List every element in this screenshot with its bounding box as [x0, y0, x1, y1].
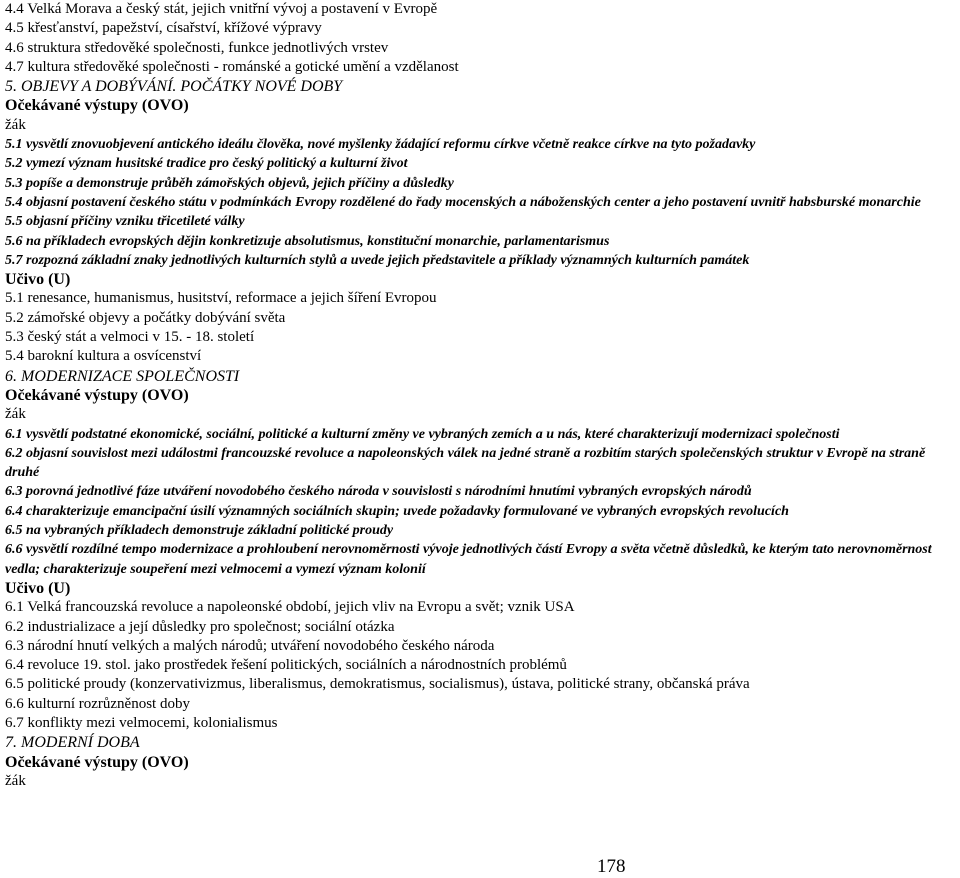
curriculum-item: 5.3 český stát a velmoci v 15. - 18. století [5, 329, 255, 346]
curriculum-item: 5.1 renesance, humanismus, husitství, reformace a jejich šíření Evropou [5, 290, 437, 307]
page-number: 178 [597, 856, 626, 877]
curriculum-item: 5.2 zámořské objevy a počátky dobývání světa [5, 309, 286, 326]
outcome-item: 5.4 objasní postavení českého státu v podmínkách Evropy rozdělené do řady mocenských a náboženských center a jeho postavení uvnitř habsburské monarchie [5, 194, 921, 210]
section-heading: 7. MODERNÍ DOBA [5, 734, 140, 752]
curriculum-line: 4.5 křesťanství, papežství, císařství, křížové výpravy [5, 20, 322, 37]
outcome-item: 6.6 vysvětlí rozdílné tempo modernizace a prohloubení nerovnoměrnosti vývoje jednotlivých částí Evropy a světa včetně důsledků, ke kterým tato nerovnoměrnost vedla; charakterizuje soupeření mezi velmocemi a vymezí význam kolonií [5, 542, 932, 577]
outcome-item: 5.6 na příkladech evropských dějin konkretizuje absolutismus, konstituční monarchie, parlamentarismus [5, 233, 610, 249]
outcome-item: 5.7 rozpozná základní znaky jednotlivých kulturních stylů a uvede jejich představitele a příklady významných kulturních památek [5, 252, 750, 268]
outcome-item: 6.1 vysvětlí podstatné ekonomické, sociální, politické a kulturní změny ve vybraných zemích a u nás, které charakterizují modernizaci společnosti [5, 426, 840, 442]
document-body [5, 0, 955, 791]
student-label: žák [5, 772, 26, 789]
curriculum-line: 4.6 struktura středověké společnosti, funkce jednotlivých vrstev [5, 39, 389, 56]
expected-outcomes-label: Očekávané výstupy (OVO) [5, 386, 189, 404]
curriculum-item: 6.4 revoluce 19. stol. jako prostředek řešení politických, sociálních a národnostních problémů [5, 657, 567, 674]
outcome-item: 5.2 vymezí význam husitské tradice pro český politický a kulturní život [5, 156, 408, 172]
outcome-item: 6.2 objasní souvislost mezi událostmi francouzské revoluce a napoleonských válek na jedné straně a rozbitím starých společenských struktur v Evropě na straně druhé [5, 445, 926, 481]
curriculum-label: Učivo (U) [5, 271, 71, 289]
curriculum-item: 6.3 národní hnutí velkých a malých národů; utváření novodobého českého národa [5, 637, 495, 654]
curriculum-line: 4.7 kultura středověké společnosti - románské a gotické umění a vzdělanost [5, 58, 459, 75]
curriculum-item: 6.6 kulturní rozrůzněnost doby [5, 695, 190, 712]
outcome-item: 6.5 na vybraných příkladech demonstruje základní politické proudy [5, 523, 394, 539]
section-heading: 6. MODERNIZACE SPOLEČNOSTI [5, 367, 240, 385]
curriculum-item: 6.2 industrializace a její důsledky pro společnost; sociální otázka [5, 618, 395, 635]
outcome-item: 6.3 porovná jednotlivé fáze utváření novodobého českého národa v souvislosti s národními hnutími vybraných evropských národů [5, 484, 752, 500]
expected-outcomes-label: Očekávané výstupy (OVO) [5, 97, 189, 115]
curriculum-line: 4.4 Velká Morava a český stát, jejich vnitřní vývoj a postavení v Evropě [5, 1, 438, 17]
curriculum-item: 5.4 barokní kultura a osvícenství [5, 348, 202, 365]
outcome-item: 6.4 charakterizuje emancipační úsilí významných sociálních skupin; uvede požadavky formulované ve vybraných evropských revolucích [5, 503, 789, 519]
curriculum-item: 6.5 politické proudy (konzervativizmus, liberalismus, demokratismus, socialismus), ústava, politické strany, občanská práva [5, 676, 750, 693]
student-label: žák [5, 406, 26, 423]
section-heading: 5. OBJEVY A DOBÝVÁNÍ. POČÁTKY NOVÉ DOBY [5, 78, 343, 96]
curriculum-item: 6.1 Velká francouzská revoluce a napoleonské období, jejich vliv na Evropu a svět; vznik USA [5, 599, 575, 616]
outcome-item: 5.1 vysvětlí znovuobjevení antického ideálu člověka, nové myšlenky žádající reformu církve včetně reakce církve na tyto požadavky [5, 137, 756, 153]
outcome-item: 5.3 popíše a demonstruje průběh zámořských objevů, jejich příčiny a důsledky [5, 175, 454, 191]
curriculum-label: Učivo (U) [5, 579, 71, 597]
curriculum-item: 6.7 konflikty mezi velmocemi, kolonialismus [5, 714, 278, 731]
expected-outcomes-label: Očekávané výstupy (OVO) [5, 753, 189, 771]
outcome-item: 5.5 objasní příčiny vzniku třicetileté války [5, 214, 245, 230]
student-label: žák [5, 116, 26, 133]
